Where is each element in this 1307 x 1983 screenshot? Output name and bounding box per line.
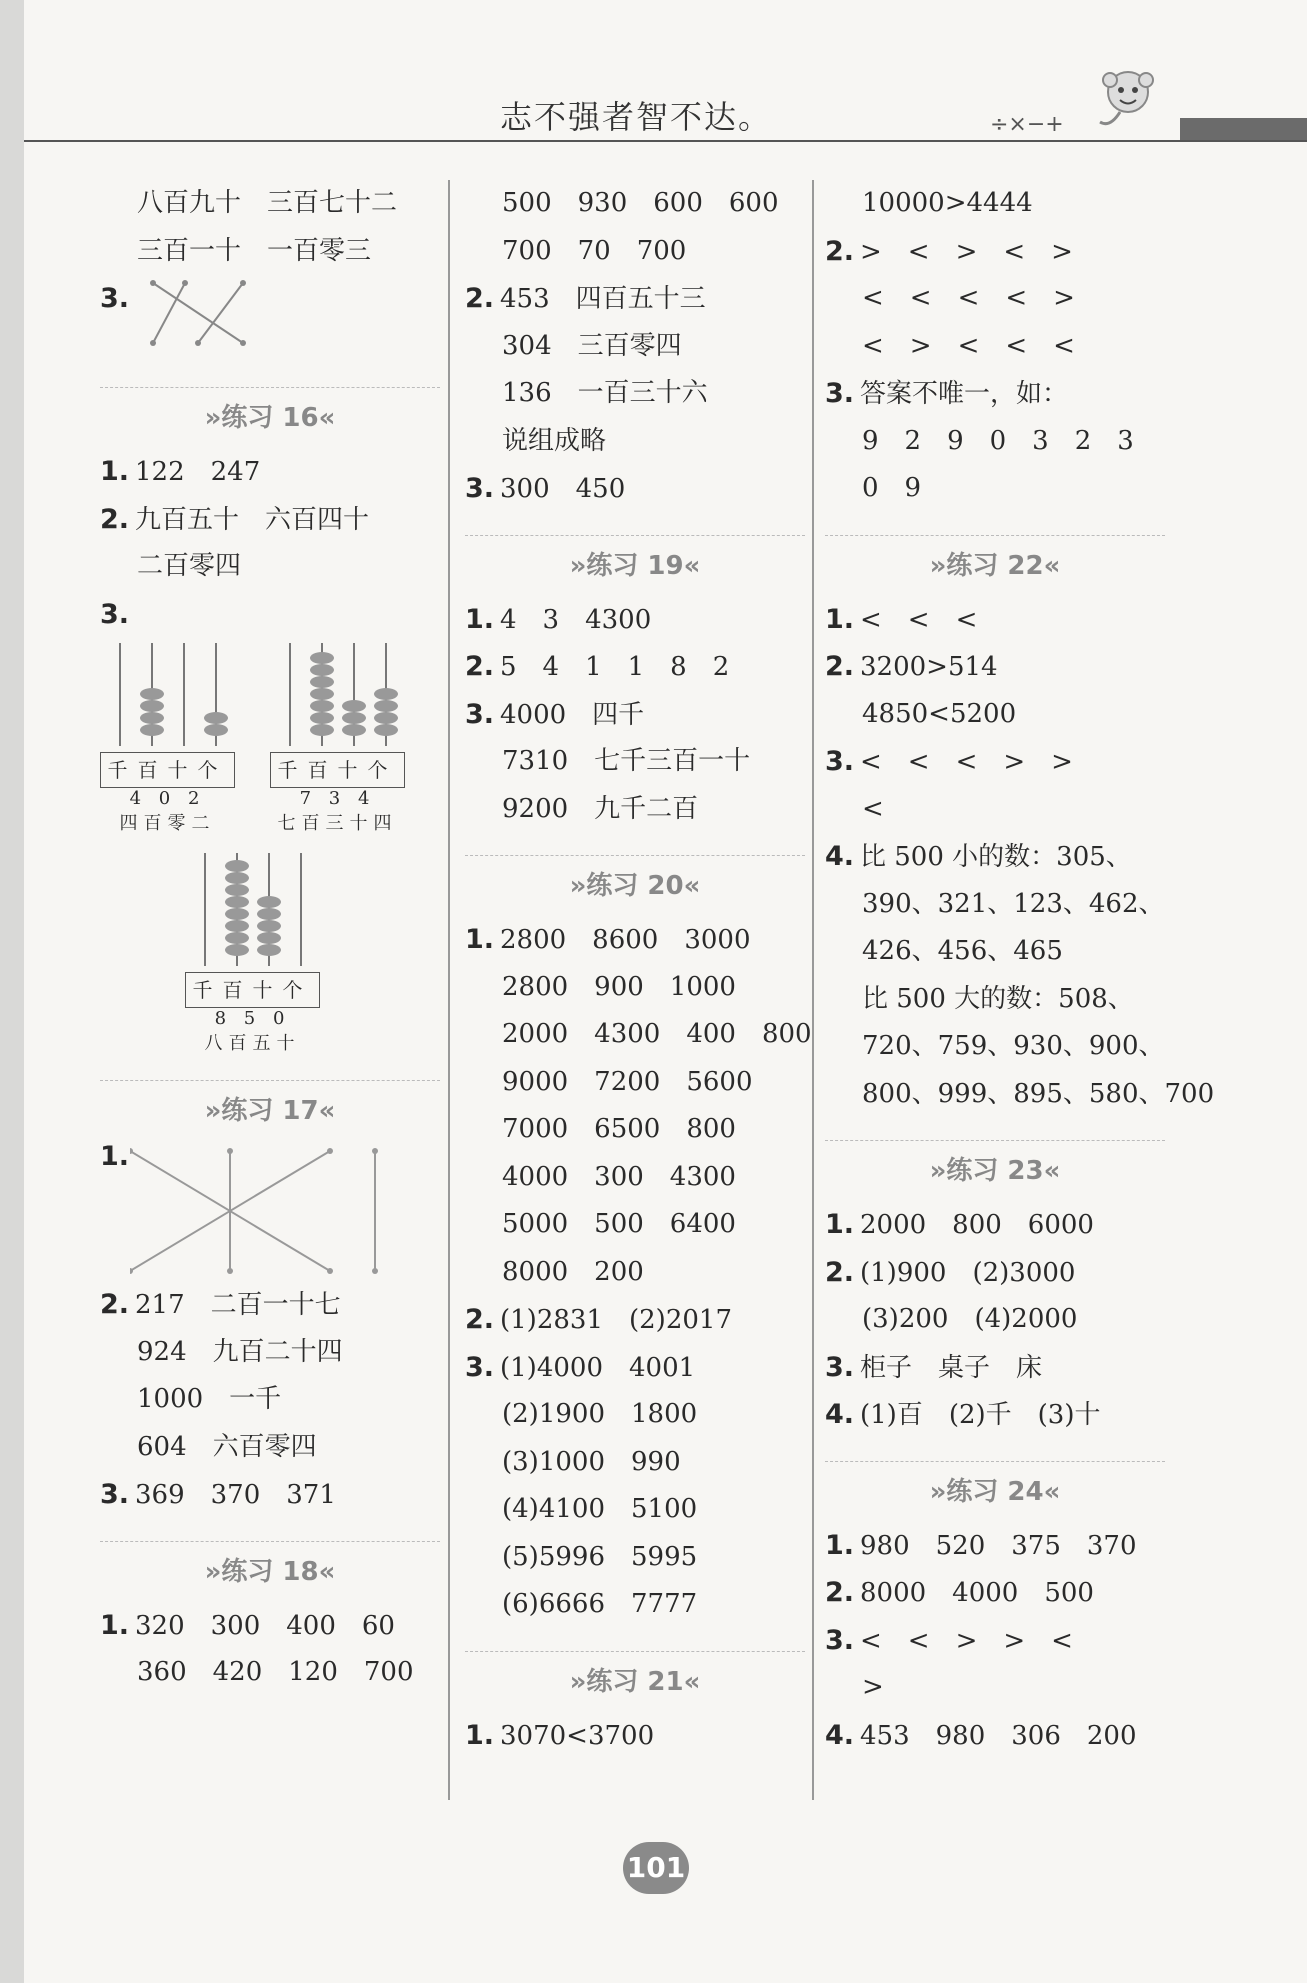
column-divider-1 [448,180,450,1800]
answer-line: 604 六百零四 [137,1431,317,1462]
abacus-402 [100,638,235,835]
abacus-digits: 8 5 0 [214,1008,291,1029]
answer-line: > [862,1672,884,1702]
question-number: 2. [825,1256,855,1288]
answer-line: 720、759、930、900、 [862,1031,1165,1061]
answer-line: (3)200 (4)2000 [862,1304,1078,1334]
answer-line: 2800 900 1000 [502,971,736,1002]
abacus-place-labels: 千百十个 [100,752,235,788]
answer-line: (3)1000 990 [502,1446,681,1477]
section-heading: »练习 16« [100,387,440,448]
abacus-diagram [185,848,320,968]
section-heading: »练习 21« [465,1651,805,1712]
answer-text: 答案不唯一，如： [860,379,1069,409]
abacus-diagram [270,638,405,748]
answer-line: 9000 7200 5600 [502,1066,753,1097]
abacus-digits: 7 3 4 [299,788,376,809]
question-number: 3. [465,1351,495,1383]
answer-text: (1)百 (2)千 (3)十 [860,1400,1101,1430]
abacus-reading: 八百五十 [204,1033,301,1054]
answer-line: < [862,793,884,824]
answer-text: 5 4 1 1 8 2 [500,652,730,682]
answer-text: 3070<3700 [500,1720,655,1751]
section-heading: »练习 20« [465,855,805,916]
abacus-diagram [100,638,235,748]
answer-text: 122 247 [135,457,261,487]
answer-line: 八百九十 三百七十二 [137,188,398,218]
question-number: 1. [465,603,495,635]
question-number: 3. [100,283,130,314]
answer-text: < < < > > [860,747,1073,777]
answer-text: 217 二百一十七 [135,1290,341,1320]
answer-text: 2800 8600 3000 [500,925,751,955]
answer-line: 比 500 大的数：508、 [862,983,1134,1014]
answer-text: < < > > < [860,1625,1073,1656]
answer-text: 300 450 [500,474,626,504]
question-number: 3. [100,1479,130,1510]
answer-line: (6)6666 7777 [502,1589,698,1619]
page-number: 101 [623,1842,689,1894]
matching-lines-diagram [143,275,263,355]
answer-text: 453 四百五十三 [500,284,706,314]
question-number: 1. [825,1209,855,1240]
answer-text: 比 500 小的数：305、 [860,842,1132,872]
answer-text: < < < [860,604,978,635]
question-number: 3. [825,746,855,777]
answer-text: 2000 800 6000 [860,1210,1094,1240]
section-heading: »练习 18« [100,1541,440,1602]
question-number: 1. [825,603,855,635]
answer-line: 说组成略 [502,425,607,456]
answer-text: 320 300 400 60 [135,1610,395,1641]
answer-text: 4000 四千 [500,699,645,730]
column-3 [825,180,1215,1759]
section-heading: »练习 22« [825,535,1165,596]
question-number: 3. [825,1624,855,1656]
answer-line: 304 三百零四 [502,330,682,361]
answer-line: 10000>4444 [862,188,1033,218]
answer-line: 4850<5200 [862,698,1017,729]
answer-text: > < > < > [860,236,1073,267]
answer-text: 369 370 371 [135,1480,336,1510]
page-motto: 志不强者智不达。 [500,98,773,136]
answer-line: 924 九百二十四 [137,1336,343,1367]
answer-line: (2)1900 1800 [502,1399,698,1429]
question-number: 1. [465,924,495,955]
answer-line: 7310 七千三百一十 [502,746,751,776]
answer-line: 390、321、123、462、 [862,888,1165,919]
answer-line: (5)5996 5995 [502,1541,698,1572]
section-heading: »练习 23« [825,1140,1165,1201]
abacus-place-labels: 千百十个 [185,972,320,1008]
abacus-digits: 4 0 2 [129,788,206,809]
question-number: 4. [825,1719,855,1751]
answer-line: 360 420 120 700 [137,1657,414,1687]
abacus-reading: 四百零二 [119,813,216,834]
question-number: 2. [825,235,855,267]
answer-line: 800、999、895、580、700 [862,1078,1215,1109]
answer-line: < < < < > [862,283,1075,313]
question-number: 2. [825,651,855,682]
answer-line: 二百零四 [137,551,242,581]
question-number: 3. [100,598,130,630]
answer-text: 980 520 375 370 [860,1530,1137,1561]
header-bar [1180,118,1307,140]
answer-text: 柜子 桌子 床 [860,1352,1043,1383]
answer-text: 九百五十 六百四十 [135,504,370,535]
question-number: 4. [825,1399,855,1430]
question-number: 2. [465,651,495,682]
question-number: 3. [465,698,495,730]
matching-lines-diagram [130,1141,430,1281]
question-number: 2. [825,1577,855,1608]
column-divider-2 [812,180,814,1800]
question-number: 2. [465,283,495,314]
answer-text: (1)900 (2)3000 [860,1257,1076,1288]
answer-line: 136 一百三十六 [502,378,708,408]
answer-line: 1000 一千 [137,1384,282,1414]
abacus-place-labels: 千百十个 [270,752,405,788]
header-rule [24,140,1307,142]
question-number: 2. [100,1289,130,1320]
question-number: 3. [825,378,855,409]
abacus-850 [185,848,320,1058]
answer-line: 500 930 600 600 [502,188,779,218]
answer-line: 9200 九千二百 [502,793,699,824]
answer-text: 4 3 4300 [500,604,652,635]
answer-line: (4)4100 5100 [502,1494,698,1524]
question-number: 2. [465,1304,495,1335]
section-heading: »练习 19« [465,535,805,596]
answer-text: 3200>514 [860,652,998,682]
answer-line: 0 9 [862,473,922,503]
answer-line: 700 70 700 [502,235,687,266]
column-2 [465,180,812,1759]
answer-line: < > < < < [862,330,1075,361]
abacus-reading: 七百三十四 [277,813,398,834]
answer-text: (1)4000 4001 [500,1352,696,1383]
question-number: 3. [825,1351,855,1383]
matching-question [100,1141,440,1281]
answer-line: 三百一十 一百零三 [137,235,372,266]
answer-line: 8000 200 [502,1256,644,1287]
answer-line: 4000 300 4300 [502,1161,736,1192]
answer-line: 7000 6500 800 [502,1114,736,1144]
answer-text: (1)2831 (2)2017 [500,1305,732,1335]
operators-text: ÷×−+ [990,112,1064,137]
question-number: 1. [825,1529,855,1561]
monkey-mascot-icon [1090,62,1170,132]
question-number: 1. [100,1141,130,1172]
question-number: 1. [100,1609,130,1641]
question-number: 4. [825,841,855,872]
answer-line: 5000 500 6400 [502,1209,736,1239]
column-1 [100,180,440,1697]
question-number: 1. [465,1719,495,1751]
answer-line: 2000 4300 400 800 [502,1019,812,1049]
section-heading: »练习 17« [100,1080,440,1141]
answer-line: 426、456、465 [862,936,1063,966]
question-number: 2. [100,503,130,535]
question-number: 1. [100,456,130,487]
abacus-row [100,638,440,868]
page-edge [0,0,24,1983]
matching-question [100,275,440,365]
answer-text: 8000 4000 500 [860,1578,1094,1608]
answer-text: 453 980 306 200 [860,1720,1137,1751]
abacus-734 [270,638,405,835]
section-heading: »练习 24« [825,1461,1165,1522]
question-number: 3. [465,473,495,504]
answer-line: 9 2 9 0 3 2 3 [862,425,1134,456]
